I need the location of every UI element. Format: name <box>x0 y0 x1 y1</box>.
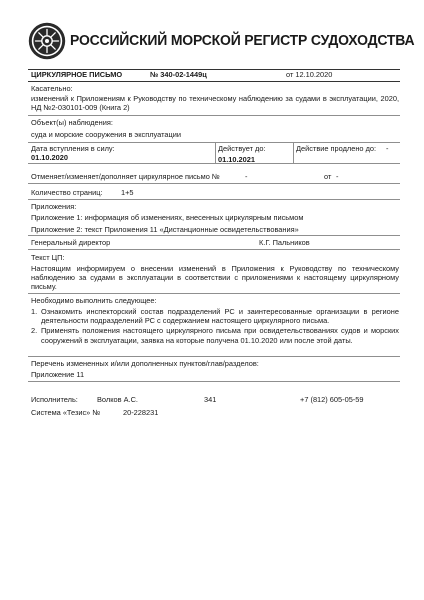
body-text: Настоящим информируем о внесении изменений в Приложения к Руководству по техническому наблюдению за судами в эксплуатации в соответствии с приложениями к настоящему циркулярному письму. <box>31 264 399 292</box>
valid-until-value: 01.10.2021 <box>218 155 255 164</box>
divider <box>28 142 400 143</box>
actions-label: Необходимо выполнить следующее: <box>31 296 157 305</box>
divider <box>28 249 400 250</box>
item-number: 1. <box>31 307 38 316</box>
divider <box>28 293 400 294</box>
effective-date-value: 01.10.2020 <box>31 153 68 162</box>
divider <box>28 115 400 116</box>
column-divider <box>215 142 216 163</box>
divider <box>28 381 400 382</box>
executor-name: Волков А.С. <box>97 395 138 404</box>
list-item <box>31 326 399 344</box>
rs-emblem-logo <box>28 22 66 60</box>
system-label: Система «Тезис» № <box>31 408 101 417</box>
cancels-date-label: от <box>324 172 332 181</box>
executor-label: Исполнитель: <box>31 395 78 404</box>
divider <box>28 356 400 357</box>
executor-extension: 341 <box>204 395 217 404</box>
divider <box>28 235 400 236</box>
regarding-label: Касательно: <box>31 84 73 93</box>
appendix-item: Приложение 1: информация об изменениях, внесенных циркулярным письмом <box>31 213 304 222</box>
divider <box>28 183 400 184</box>
cancels-label: Отменяет/изменяет/дополняет циркулярное письмо № <box>31 172 220 181</box>
pages-value: 1+5 <box>121 188 134 197</box>
item-text: Применять положения настоящего циркулярного письма при освидетельствованиях судов и морских сооружений в эксплуатации, заявка на которые получена 01.10.2020 или после этой даты. <box>41 326 399 345</box>
valid-until-label: Действует до: <box>218 144 266 153</box>
executor-phone: +7 (812) 605-05-59 <box>300 395 364 404</box>
objects-label: Объект(ы) наблюдения: <box>31 118 113 127</box>
letter-number: № 340-02-1449ц <box>150 70 207 79</box>
signatory-name: К.Г. Пальников <box>259 238 310 247</box>
item-text: Ознакомить инспекторский состав подразделений РС и заинтересованные организации в регионе деятельности подразделений РС с содержанием настоящего циркулярного письма. <box>41 307 399 326</box>
extended-until-value: - <box>386 144 389 153</box>
body-label: Текст ЦП: <box>31 253 65 262</box>
cancels-number: - <box>245 172 248 181</box>
list-item <box>31 307 399 325</box>
system-number: 20-228231 <box>123 408 159 417</box>
letter-date: от 12.10.2020 <box>286 70 333 79</box>
changed-label: Перечень измененных и/или дополненных пунктов/глав/разделов: <box>31 359 259 368</box>
item-number: 2. <box>31 326 38 336</box>
divider <box>28 199 400 200</box>
divider <box>28 163 400 164</box>
regarding-text: изменений к Приложениям к Руководству по техническому наблюдению за судами в эксплуатации, 2020, НД №2-030101-009 (Книга 2) <box>31 94 399 113</box>
pages-label: Количество страниц: <box>31 188 103 197</box>
changed-value: Приложение 11 <box>31 370 85 379</box>
objects-text: суда и морские сооружения в эксплуатации <box>31 130 181 139</box>
organization-name: РОССИЙСКИЙ МОРСКОЙ РЕГИСТР СУДОХОДСТВА <box>70 32 415 49</box>
cancels-date-value: - <box>336 172 339 181</box>
letter-type: ЦИРКУЛЯРНОЕ ПИСЬМО <box>31 70 123 79</box>
extended-until-label: Действие продлено до: <box>296 144 377 153</box>
divider <box>28 81 400 82</box>
column-divider <box>293 142 294 163</box>
appendix-item: Приложение 2: текст Приложения 11 «Дистанционные освидетельствования» <box>31 225 299 234</box>
actions-list <box>31 307 399 345</box>
appendices-label: Приложения: <box>31 202 77 211</box>
signatory-position: Генеральный директор <box>31 238 111 247</box>
document-header <box>28 22 415 62</box>
effective-date-label: Дата вступления в силу: <box>31 144 115 153</box>
